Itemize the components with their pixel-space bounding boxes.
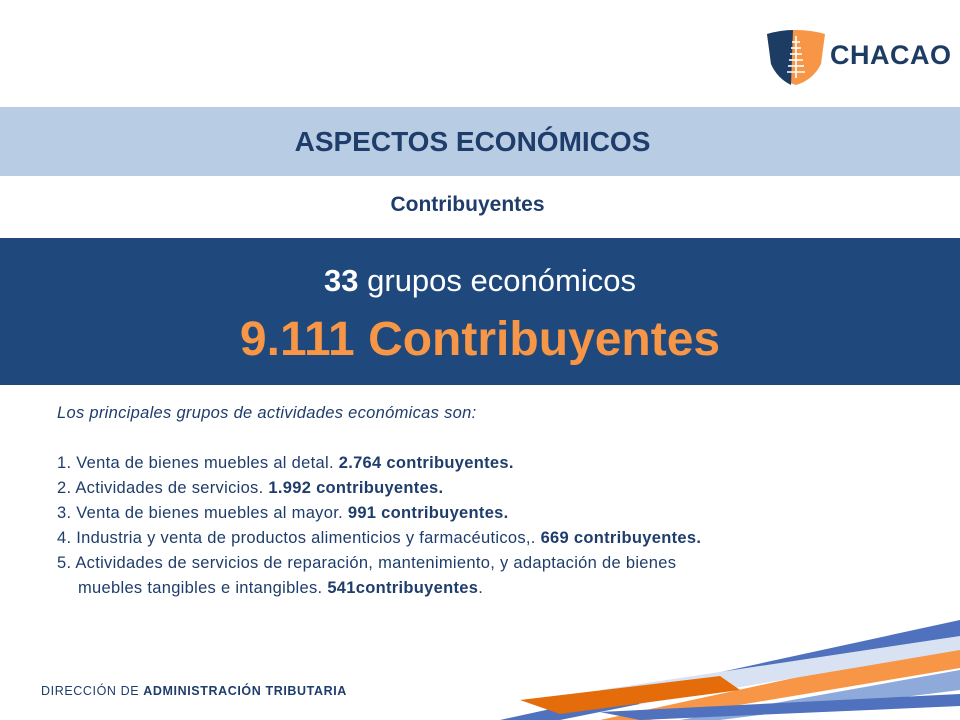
contributors-headline: 9.111 Contribuyentes: [239, 313, 721, 366]
footer-department: DIRECCIÓN DE ADMINISTRACIÓN TRIBUTARIA: [41, 684, 347, 698]
groups-label: grupos económicos: [358, 263, 636, 298]
page-title: ASPECTOS ECONÓMICOS: [294, 126, 651, 157]
groups-count: 33: [324, 263, 359, 298]
list-item: 4. Industria y venta de productos alimenticios y farmacéuticos,. 669 contribuyentes.: [57, 529, 702, 547]
activities-intro: Los principales grupos de actividades económicas son:: [57, 404, 477, 422]
logo-text: CHACAO: [830, 40, 952, 70]
list-item: 1. Venta de bienes muebles al detal. 2.764 contribuyentes.: [57, 454, 514, 472]
page-subtitle: Contribuyentes: [390, 193, 545, 216]
list-item: 5. Actividades de servicios de reparación, mantenimiento, y adaptación de bienes muebles tangibles e intangibles. 541contribuyentes.: [57, 554, 677, 597]
list-item: 2. Actividades de servicios. 1.992 contribuyentes.: [57, 479, 444, 497]
list-item: 3. Venta de bienes muebles al mayor. 991 contribuyentes.: [57, 504, 509, 522]
